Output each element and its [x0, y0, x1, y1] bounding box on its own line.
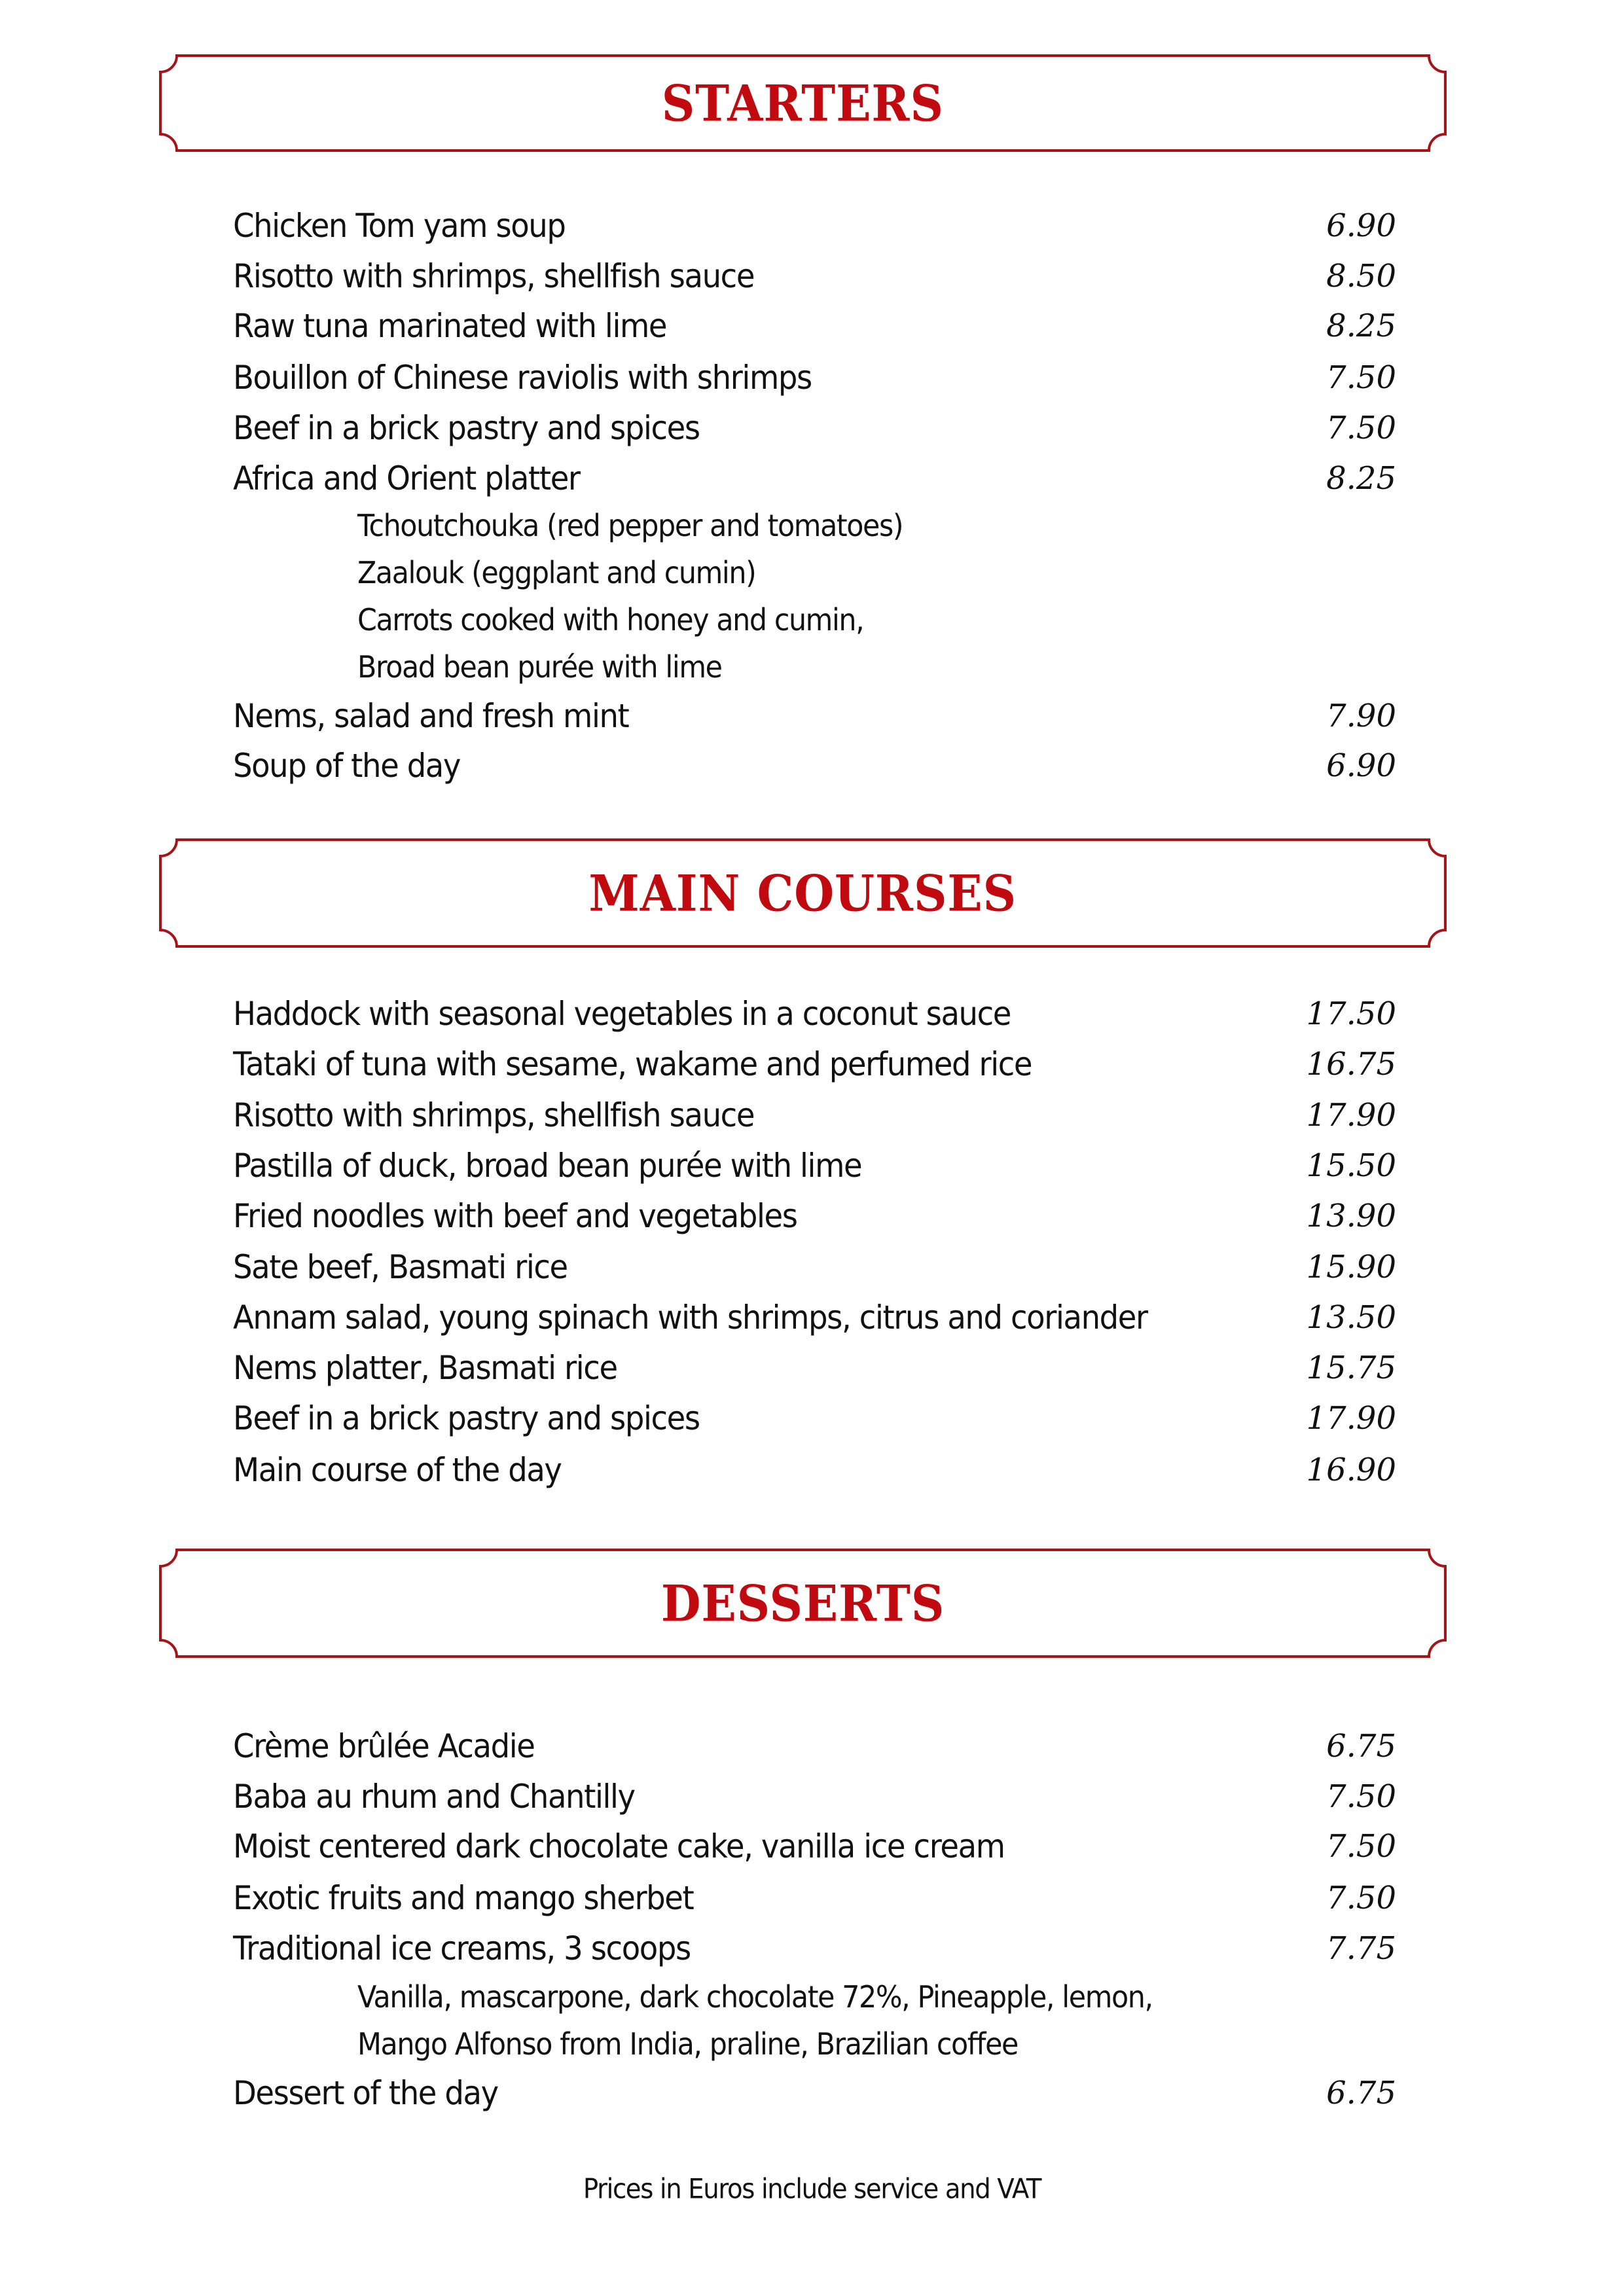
item-price: 7.75	[1326, 1930, 1396, 1967]
detail-text: Mango Alfonso from India, praline, Brazilian coffee	[357, 2026, 1018, 2062]
menu-item	[233, 991, 1396, 1037]
menu-item	[233, 1193, 1396, 1239]
item-name: Sate beef, Basmati rice	[233, 1248, 568, 1286]
item-name: Risotto with shrimps, shellfish sauce	[233, 257, 755, 295]
item-price: 15.75	[1306, 1350, 1396, 1386]
menu-item	[233, 405, 1396, 451]
item-price: 17.90	[1306, 1400, 1396, 1437]
item-price: 8.50	[1326, 258, 1396, 295]
item-price: 16.90	[1306, 1452, 1396, 1488]
item-detail	[357, 1974, 1396, 2020]
section-title: MAIN COURSES	[588, 864, 1017, 922]
menu-item	[233, 1823, 1396, 1869]
item-name: Africa and Orient platter	[233, 459, 580, 497]
item-price: 7.50	[1326, 1828, 1396, 1865]
menu-item	[233, 1244, 1396, 1290]
section-banner-starters	[159, 54, 1447, 152]
item-name: Beef in a brick pastry and spices	[233, 409, 700, 447]
item-name: Baba au rhum and Chantilly	[233, 1778, 635, 1816]
menu-item	[233, 2070, 1396, 2116]
item-price: 13.90	[1306, 1198, 1396, 1234]
item-name: Dessert of the day	[233, 2074, 498, 2112]
item-detail	[357, 597, 1396, 643]
item-detail	[357, 2021, 1396, 2067]
menu-item	[233, 1295, 1396, 1340]
detail-text: Zaalouk (eggplant and cumin)	[357, 555, 756, 590]
item-price: 8.25	[1326, 460, 1396, 497]
item-name: Crème brûlée Acadie	[233, 1727, 535, 1765]
menu-item	[233, 1092, 1396, 1138]
menu-item	[233, 1774, 1396, 1820]
item-price: 15.50	[1306, 1147, 1396, 1184]
item-name: Risotto with shrimps, shellfish sauce	[233, 1096, 755, 1134]
item-price: 7.50	[1326, 410, 1396, 446]
menu-item	[233, 355, 1396, 401]
item-name: Fried noodles with beef and vegetables	[233, 1197, 797, 1235]
item-price: 6.75	[1326, 1728, 1396, 1765]
item-price: 6.75	[1326, 2075, 1396, 2111]
detail-text: Broad bean purée with lime	[357, 649, 722, 685]
menu-item	[233, 1926, 1396, 1971]
menu-item	[233, 693, 1396, 739]
price-note: Prices in Euros include service and VAT	[583, 2172, 1041, 2205]
item-detail	[357, 644, 1396, 690]
item-name: Nems, salad and fresh mint	[233, 697, 629, 735]
section-title: DESSERTS	[660, 1574, 945, 1632]
item-detail	[357, 503, 1396, 548]
item-name: Moist centered dark chocolate cake, vanilla ice cream	[233, 1827, 1005, 1865]
item-price: 7.90	[1326, 698, 1396, 734]
item-price: 15.90	[1306, 1249, 1396, 1285]
item-name: Pastilla of duck, broad bean purée with lime	[233, 1147, 862, 1185]
menu-item	[233, 1875, 1396, 1921]
menu-item	[233, 1447, 1396, 1493]
menu-item	[233, 743, 1396, 789]
detail-text: Tchoutchouka (red pepper and tomatoes)	[357, 508, 903, 543]
menu-item	[233, 303, 1396, 349]
menu-item	[233, 1395, 1396, 1441]
item-name: Bouillon of Chinese raviolis with shrimps	[233, 359, 812, 397]
item-name: Annam salad, young spinach with shrimps, citrus and coriander	[233, 1299, 1147, 1336]
item-price: 16.75	[1306, 1046, 1396, 1083]
item-name: Nems platter, Basmati rice	[233, 1349, 617, 1387]
item-name: Traditional ice creams, 3 scoops	[233, 1929, 691, 1967]
item-price: 7.50	[1326, 1880, 1396, 1916]
menu-item	[233, 1143, 1396, 1189]
item-name: Exotic fruits and mango sherbet	[233, 1879, 694, 1917]
item-price: 13.50	[1306, 1299, 1396, 1336]
item-name: Chicken Tom yam soup	[233, 207, 566, 245]
item-name: Main course of the day	[233, 1451, 562, 1489]
item-name: Soup of the day	[233, 747, 461, 785]
menu-item	[233, 1345, 1396, 1391]
section-banner-desserts	[159, 1549, 1447, 1658]
menu-item	[233, 456, 1396, 501]
item-name: Beef in a brick pastry and spices	[233, 1399, 700, 1437]
item-price: 6.90	[1326, 207, 1396, 244]
menu-item	[233, 1723, 1396, 1769]
item-price: 7.50	[1326, 359, 1396, 396]
menu-item	[233, 1041, 1396, 1087]
item-price: 8.25	[1326, 308, 1396, 344]
item-price: 17.90	[1306, 1097, 1396, 1134]
detail-text: Vanilla, mascarpone, dark chocolate 72%, Pineapple, lemon,	[357, 1979, 1153, 2015]
section-title: STARTERS	[661, 74, 945, 132]
section-banner-main-courses	[159, 838, 1447, 948]
item-detail	[357, 550, 1396, 596]
item-price: 17.50	[1306, 996, 1396, 1032]
item-name: Raw tuna marinated with lime	[233, 307, 667, 345]
item-price: 7.50	[1326, 1778, 1396, 1815]
detail-text: Carrots cooked with honey and cumin,	[357, 602, 864, 637]
item-price: 6.90	[1326, 747, 1396, 784]
menu-item	[233, 203, 1396, 249]
item-name: Haddock with seasonal vegetables in a coconut sauce	[233, 995, 1011, 1033]
menu-item	[233, 253, 1396, 299]
item-name: Tataki of tuna with sesame, wakame and perfumed rice	[233, 1045, 1032, 1083]
